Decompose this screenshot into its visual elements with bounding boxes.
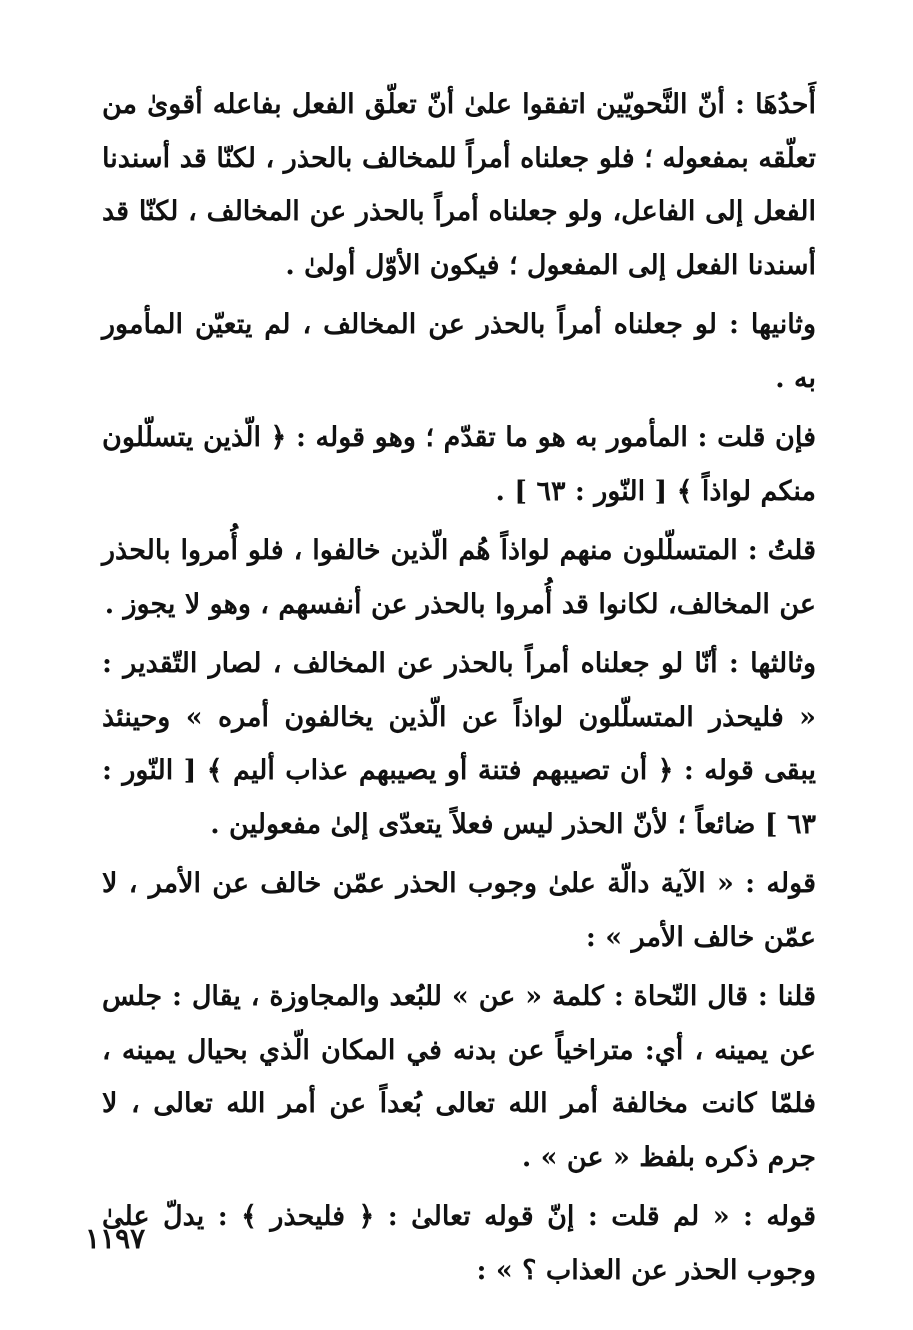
page-number: ١١٩٧ (85, 1222, 146, 1255)
paragraph-grammarians: قلنا : قال النّحاة : كلمة « عن » للبُعد والمجاوزة ، يقال : جلس عن يمينه ، أي: متراخياً عن بدنه في المكان الّذي بحيال يمينه ، فلمّا كانت مخالفة أمر الله تعالى بُعداً عن أمر الله تعالى ، لا جرم ذكره بلفظ « عن » . (102, 981, 816, 1173)
paragraph-quote-verse: قوله : « الآية دالّة علىٰ وجوب الحذر عمّن خالف عن الأمر ، لا عمّن خالف الأمر » : (102, 868, 816, 953)
paragraph-question: قوله : « لم قلت : إنّ قوله تعالىٰ : ﴿ فليحذر ﴾ : يدلّ علىٰ وجوب الحذر عن العذاب ؟ » : (102, 1201, 816, 1286)
page-body-text (102, 78, 816, 1297)
paragraph-objection: فإن قلت : المأمور به هو ما تقدّم ؛ وهو قوله : ﴿ الّذين يتسلّلون منكم لواذاً ﴾ [ النّور : ٦٣ ] . (102, 422, 816, 507)
paragraph-first-reason: أَحدُهَا : أنّ النَّحويّين اتفقوا علىٰ أنّ تعلّق الفعل بفاعله أقوىٰ من تعلّقه بمفعوله ؛ فلو جعلناه أمراً للمخالف بالحذر ، لكنّا قد أسندنا الفعل إلى الفاعل، ولو جعلناه أمراً بالحذر عن المخالف ، لكنّا قد أسندنا الفعل إلى المفعول ؛ فيكون الأوّل أولىٰ . (102, 89, 816, 281)
paragraph-second-reason: وثانيها : لو جعلناه أمراً بالحذر عن المخالف ، لم يتعيّن المأمور به . (102, 309, 816, 394)
paragraph-third-reason: وثالثها : أنّا لو جعلناه أمراً بالحذر عن المخالف ، لصار التّقدير : « فليحذر المتسلّلون لواذاً عن الّذين يخالفون أمره » وحينئذ يبقى قوله : ﴿ أن تصيبهم فتنة أو يصيبهم عذاب أليم ﴾ [ النّور : ٦٣ ] ضائعاً ؛ لأنّ الحذر ليس فعلاً يتعدّى إلىٰ مفعولين . (102, 648, 816, 840)
paragraph-reply: قلتُ : المتسلّلون منهم لواذاً هُم الّذين خالفوا ، فلو أُمروا بالحذر عن المخالف، لكانوا قد أُمروا بالحذر عن أنفسهم ، وهو لا يجوز . (102, 535, 816, 620)
